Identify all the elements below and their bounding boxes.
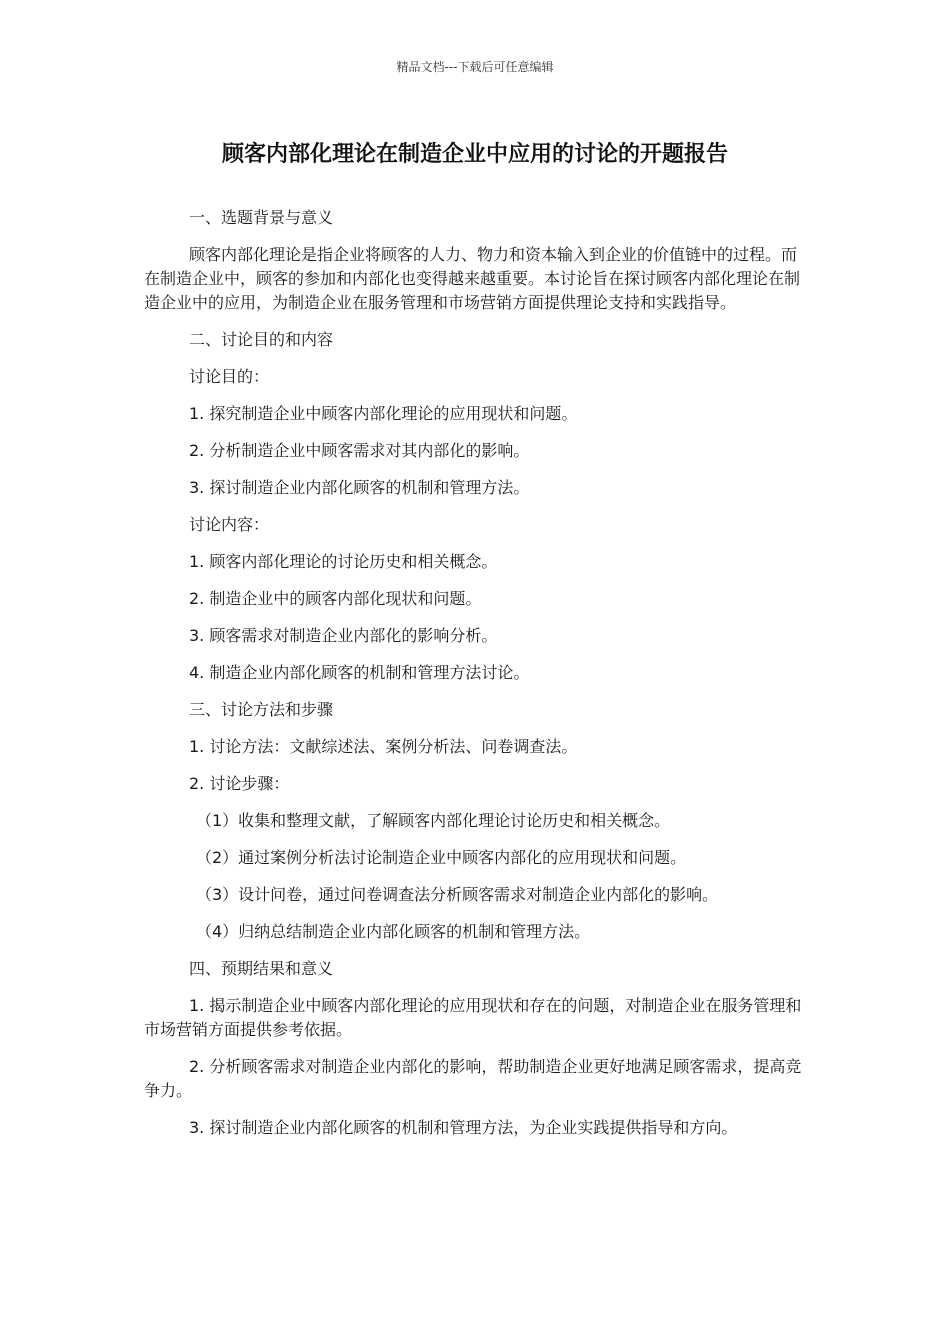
section-heading-3: 三、讨论方法和步骤 — [189, 700, 334, 719]
list-item: 3. 探讨制造企业内部化顾客的机制和管理方法。 — [189, 478, 530, 497]
list-item: 2. 讨论步骤： — [189, 774, 290, 793]
step-item: （2）通过案例分析法讨论制造企业中顾客内部化的应用现状和问题。 — [196, 848, 687, 867]
paragraph-background: 顾客内部化理论是指企业将顾客的人力、物力和资本输入到企业的价值链中的过程。而在制造企业中，顾客的参加和内部化也变得越来越重要。本讨论旨在探讨顾客内部化理论在制造企业中的应用，为制造企业在服务管理和市场营销方面提供理论支持和实践指导。 — [144, 245, 801, 312]
page-header: 精品文档---下载后可任意编辑 — [396, 60, 554, 74]
section-heading-4: 四、预期结果和意义 — [189, 959, 334, 978]
step-item: （4）归纳总结制造企业内部化顾客的机制和管理方法。 — [196, 922, 591, 941]
list-item: 2. 分析制造企业中顾客需求对其内部化的影响。 — [189, 441, 530, 460]
section-heading-2: 二、讨论目的和内容 — [189, 330, 334, 349]
step-item: （1）收集和整理文献，了解顾客内部化理论讨论历史和相关概念。 — [196, 811, 671, 830]
list-item: 3. 顾客需求对制造企业内部化的影响分析。 — [189, 626, 498, 645]
document-body — [144, 206, 806, 1153]
result-item: 1. 揭示制造企业中顾客内部化理论的应用现状和存在的问题，对制造企业在服务管理和市场营销方面提供参考依据。 — [144, 996, 802, 1039]
document-title: 顾客内部化理论在制造企业中应用的讨论的开题报告 — [221, 142, 728, 167]
section-heading-1: 一、选题背景与意义 — [189, 208, 334, 227]
result-item: 2. 分析顾客需求对制造企业内部化的影响，帮助制造企业更好地满足顾客需求，提高竞争力。 — [144, 1057, 802, 1100]
subheading-content: 讨论内容： — [189, 515, 270, 534]
subheading-purpose: 讨论目的： — [189, 367, 270, 386]
list-item: 1. 顾客内部化理论的讨论历史和相关概念。 — [189, 552, 498, 571]
list-item: 1. 探究制造企业中顾客内部化理论的应用现状和问题。 — [189, 404, 578, 423]
list-item: 4. 制造企业内部化顾客的机制和管理方法讨论。 — [189, 663, 530, 682]
step-item: （3）设计问卷，通过问卷调查法分析顾客需求对制造企业内部化的影响。 — [196, 885, 719, 904]
result-item: 3. 探讨制造企业内部化顾客的机制和管理方法，为企业实践提供指导和方向。 — [189, 1118, 738, 1137]
list-item: 2. 制造企业中的顾客内部化现状和问题。 — [189, 589, 482, 608]
list-item: 1. 讨论方法：文献综述法、案例分析法、问卷调查法。 — [189, 737, 578, 756]
